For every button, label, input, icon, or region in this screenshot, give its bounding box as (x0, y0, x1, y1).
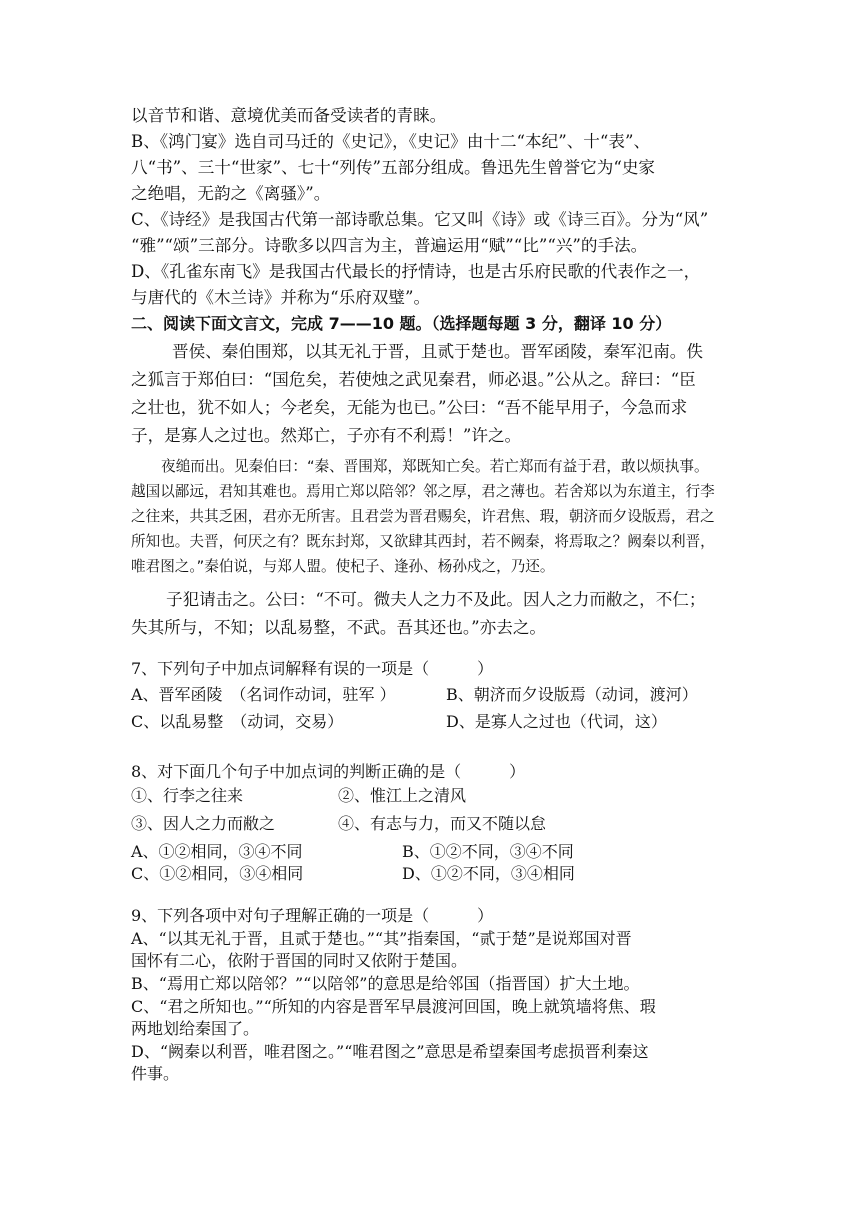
passage-line: 夜缒而出。见秦伯曰：“秦、晋围郑，郑既知亡矣。若亡郑而有益于君，敢以烦执事。 (161, 458, 709, 475)
q8-option-c[interactable]: C、①②相同，③④相同 (131, 864, 304, 883)
passage-line: 晋侯、秦伯围郑，以其无礼于晋，且贰于楚也。晋军函陵，秦军氾南。佚 (172, 342, 703, 361)
question-7-stem: 7、下列句子中加点词解释有误的一项是（ ） (131, 659, 494, 678)
q9-option-d-cont: 件事。 (131, 1064, 180, 1083)
q9-option-d[interactable]: D、“阙秦以利晋，唯君图之。”“唯君图之”意思是希望秦国考虑损晋利秦这 (131, 1042, 649, 1061)
q9-option-b[interactable]: B、“焉用亡郑以陪邻？”“以陪邻”的意思是给邻国（指晋国）扩大土地。 (131, 974, 640, 993)
q9-option-c[interactable]: C、“君之所知也。”“所知的内容是晋军早晨渡河回国，晚上就筑墙将焦、瑕 (131, 997, 656, 1016)
q7-option-c[interactable]: C、以乱易整 （动词，交易） (131, 712, 344, 731)
q8-sentence-1: ①、行李之往来 (131, 786, 244, 805)
text-line: 八“书”、三十“世家”、七十“列传”五部分组成。鲁迅先生曾誉它为“史家 (131, 158, 656, 177)
question-8-stem: 8、对下面几个句子中加点词的判断正确的是（ ） (131, 762, 526, 781)
q8-sentence-3: ③、因人之力而敝之 (131, 814, 276, 833)
q8-option-b[interactable]: B、①②不同，③④不同 (402, 842, 574, 861)
q8-sentence-4: ④、有志与力，而又不随以怠 (338, 814, 547, 833)
q7-option-b[interactable]: B、朝济而夕设版焉（动词，渡河） (446, 685, 698, 704)
passage-line: 之壮也，犹不如人；今老矣，无能为也已。”公曰：“吾不能早用子，今急而求 (131, 398, 688, 417)
passage-line: 越国以鄙远，君知其难也。焉用亡郑以陪邻？邻之厚，君之薄也。若舍郑以为东道主，行李 (131, 483, 715, 500)
passage-line: 之往来，共其乏困，君亦无所害。且君尝为晋君赐矣，许君焦、瑕，朝济而夕设版焉，君之 (131, 508, 715, 525)
text-line: C、《诗经》是我国古代第一部诗歌总集。它又叫《诗》或《诗三百》。分为“风” (131, 210, 709, 229)
text-line: “雅”“颂”三部分。诗歌多以四言为主，普遍运用“赋”“比”“兴”的手法。 (131, 236, 648, 255)
passage-line: 失其所与，不知；以乱易整，不武。吾其还也。”亦去之。 (131, 618, 547, 637)
q8-option-a[interactable]: A、①②相同，③④不同 (131, 842, 303, 861)
text-line: 之绝唱，无韵之《离骚》”。 (131, 184, 331, 203)
passage-line: 唯君图之。”秦伯说，与郑人盟。使杞子、逢孙、杨孙戍之，乃还。 (131, 558, 555, 575)
text-line: 与唐代的《木兰诗》并称为“乐府双璧”。 (131, 288, 431, 307)
q8-option-d[interactable]: D、①②不同，③④相同 (402, 864, 575, 883)
passage-line: 子，是寡人之过也。然郑亡，子亦有不利焉！”许之。 (131, 426, 522, 445)
q8-sentence-2: ②、惟江上之清风 (338, 786, 467, 805)
text-line: 以音节和谐、意境优美而备受读者的青睐。 (131, 106, 447, 125)
q9-option-a-cont: 国怀有二心，依附于晋国的同时又依附于楚国。 (131, 951, 468, 970)
passage-line: 所知也。夫晋，何厌之有？既东封郑，又欲肆其西封，若不阙秦，将焉取之？阙秦以利晋， (131, 533, 715, 550)
section-title: 二、阅读下面文言文，完成 7——10 题。（选择题每题 3 分，翻译 10 分） (131, 314, 672, 333)
q9-option-c-cont: 两地划给秦国了。 (131, 1019, 260, 1038)
passage-line: 子犯请击之。公曰：“不可。微夫人之力不及此。因人之力而敝之，不仁； (166, 590, 706, 609)
text-line: B、《鸿门宴》选自司马迁的《史记》，《史记》由十二“本纪”、十“表”、 (131, 132, 651, 151)
q7-option-d[interactable]: D、是寡人之过也（代词，这） (446, 712, 667, 731)
text-line: D、《孔雀东南飞》是我国古代最长的抒情诗，也是古乐府民歌的代表作之一， (131, 262, 701, 281)
q7-option-a[interactable]: A、晋军函陵 （名词作动词，驻军 ） (131, 685, 396, 704)
question-9-stem: 9、下列各项中对句子理解正确的一项是（ ） (131, 906, 494, 925)
q9-option-a[interactable]: A、“以其无礼于晋，且贰于楚也。”“其”指秦国，“贰于楚”是说郑国对晋 (131, 929, 632, 948)
passage-line: 之狐言于郑伯曰：“国危矣，若使烛之武见秦君，师必退。”公从之。辞曰：“臣 (131, 370, 696, 389)
